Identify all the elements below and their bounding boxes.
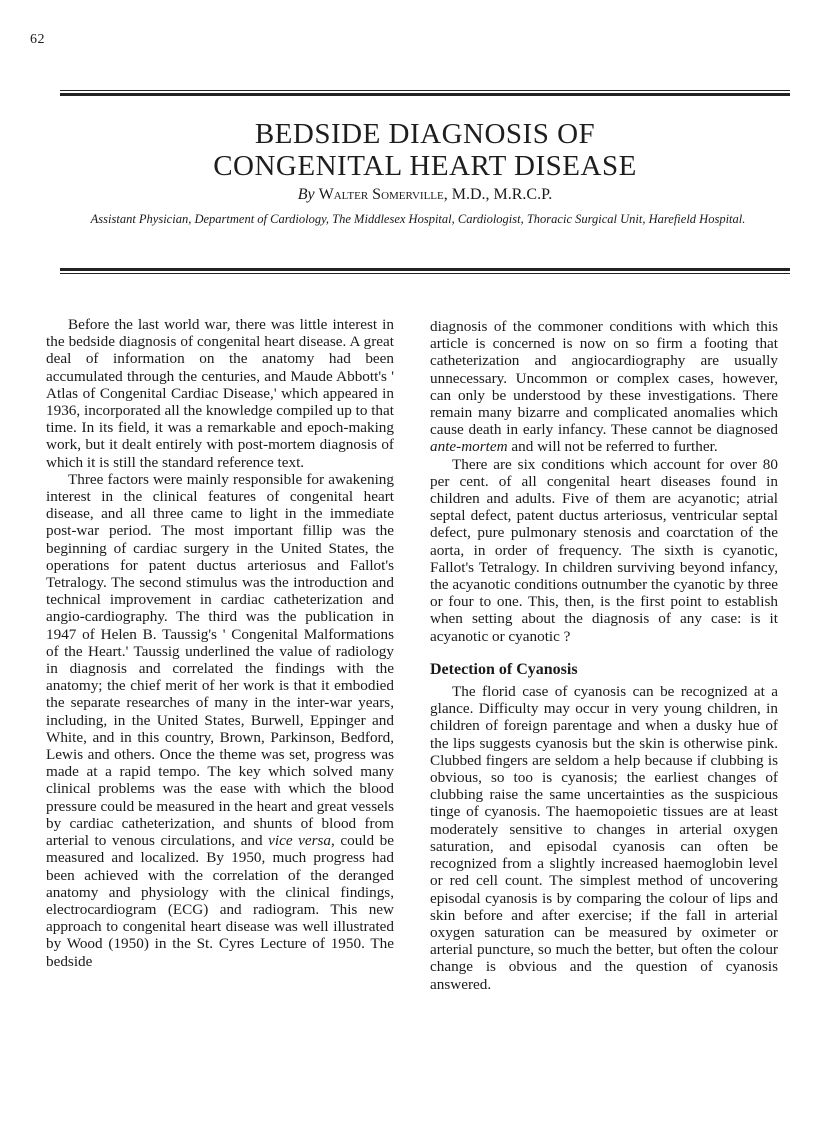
paragraph: The florid case of cyanosis can be recognized at a glance. Difficulty may occur in very young children, in children of foreign parentage and when a dusky hue of the lips suggests cyanosis but the skin is otherwise pink. Clubbed fingers are seldom a help because if clubbing is obvious, so too is cyanosis; the earliest changes of clubbing raise the same uncertainties as the suspicious tinge of cyanosis. The haemopoietic tissues are at least moderately sensitive to changes in arterial oxygen saturation, and episodal cyanosis can often be recognized from a slightly increased haemoglobin level or red cell count. The simplest method of uncovering episodal cyanosis is by comparing the colour of lips and skin before and after exercise; if the fall in arterial oxygen saturation can be measured by oximeter or arterial puncture, so much the better, but often the colour change is obvious and the question of cyanosis answered.: [430, 683, 778, 993]
title-line-2: CONGENITAL HEART DISEASE: [213, 150, 637, 182]
text-run: diagnosis of the commoner conditions with which this article is concerned is now on so firm a footing that catheterization and angiocardiography are usually unnecessary. Uncommon or complex cases, however, can only be understood by these investigations. There remain many bizarre and complicated anomalies which cause death in early infancy. These cannot be diagnosed: [430, 318, 778, 439]
left-column: [46, 316, 394, 970]
author-name: Walter Somerville: [318, 186, 444, 203]
right-column: [430, 318, 778, 993]
author-affiliation: Assistant Physician, Department of Cardiology, The Middlesex Hospital, Cardiologist, Thoracic Surgical Unit, Harefield Hospital.: [90, 212, 746, 226]
text-run: Three factors were mainly responsible for awakening interest in the clinical features of congenital heart disease, and all three came to light in the immediate post-war period. The most important fillip was the beginning of cardiac surgery in the United States, the operations for patent ductus arteriosus and Fallot's Tetralogy. The second stimulus was the introduction and technical improvement in cardiac catheterization and angio-cardiography. The third was the publication in 1947 of Helen B. Taussig's ' Congenital Malformations of the Heart.' Taussig underlined the value of radiology in diagnosis and correlated the findings with the anatomy; the chief merit of her work is that it embodied the separate researches of many in the inter-war years, including, in the United States, Burwell, Eppinger and White, and in this country, Brown, Parkinson, Bedford, Lewis and others. Once the theme was set, progress was made at a rapid tempo. The key which solved many clinical problems was the ease with which the blood pressure could be measured in the heart and great vessels by cardiac catheterization, and shunts of blood from arterial to venous circulations, and: [46, 470, 394, 850]
page-number: 62: [30, 32, 45, 47]
italic-term: vice versa: [268, 832, 332, 850]
author-credentials: , M.D., M.R.C.P.: [443, 186, 553, 203]
text-run: , could be measured and localized. By 1950, much progress had been achieved with the correlation of the deranged anatomy and physiology with the clinical findings, electrocardiogram (ECG) and radiogram. This new approach to congenital heart disease was well illustrated by Wood (1950) in the St. Cyres Lecture of 1950. The bedside: [46, 832, 394, 970]
header-rule: [60, 90, 790, 96]
byline: [60, 186, 790, 204]
title-line-1: BEDSIDE DIAGNOSIS OF: [254, 118, 596, 150]
italic-term: ante-mortem: [430, 438, 508, 456]
paragraph: There are six conditions which account for over 80 per cent. of all congenital heart diseases found in children and adults. Five of them are acyanotic; atrial septal defect, patent ductus arteriosus, ventricular septal defect, pure pulmonary stenosis and coarctation of the aorta, in order of frequency. The sixth is cyanotic, Fallot's Tetralogy. In children surviving beyond infancy, the acyanotic conditions outnumber the cyanotic by three or four to one. This, then, is the first point to establish when setting about the diagnosis of any case: is it acyanotic or cyanotic ?: [430, 455, 778, 645]
article-title: [60, 118, 790, 182]
text-run: and will not be referred to further.: [511, 438, 718, 456]
paragraph: [46, 471, 394, 970]
paragraph: [430, 318, 778, 456]
header-rule-bottom: [60, 268, 790, 274]
section-heading: Detection of Cyanosis: [430, 660, 578, 678]
byline-by: By: [297, 186, 315, 203]
paragraph: Before the last world war, there was little interest in the bedside diagnosis of congenital heart disease. A great deal of information on the anatomy had been accumulated through the centuries, and Maude Abbott's ' Atlas of Congenital Cardiac Disease,' which appeared in 1936, incorporated all the knowledge compiled up to that time. In its field, it was a remarkable and epoch-making work, but it dealt entirely with post-mortem diagnosis of which it is still the standard reference text.: [46, 316, 394, 471]
